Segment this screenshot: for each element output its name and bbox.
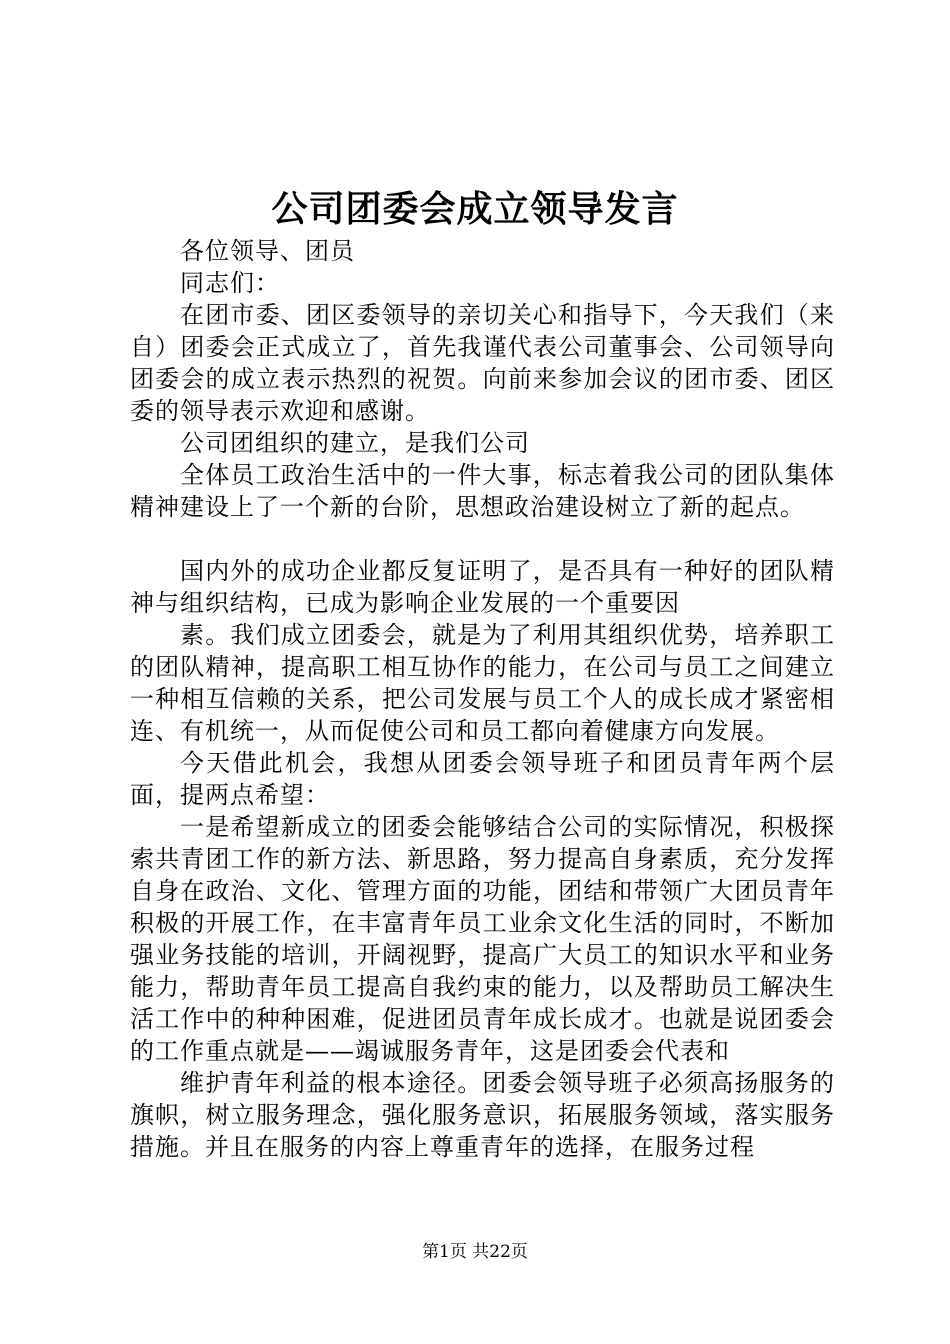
paragraph: 国内外的成功企业都反复证明了，是否具有一种好的团队精神与组织结构，已成为影响企业发展的一个重要因	[130, 557, 835, 617]
paragraph: 在团市委、团区委领导的亲切关心和指导下，今天我们（来自）团委会正式成立了，首先我谨代表公司董事会、公司领导向团委会的成立表示热烈的祝贺。向前来参加会议的团市委、团区委的领导表示欢迎和感谢。	[130, 301, 835, 425]
paragraph: 全体员工政治生活中的一件大事，标志着我公司的团队集体精神建设上了一个新的台阶，思想政治建设树立了新的起点。	[130, 461, 835, 521]
paragraph: 一是希望新成立的团委会能够结合公司的实际情况，积极探索共青团工作的新方法、新思路，努力提高自身素质，充分发挥自身在政治、文化、管理方面的功能，团结和带领广大团员青年积极的开展工作，在丰富青年员工业余文化生活的同时，不断加强业务技能的培训，开阔视野，提高广大员工的知识水平和业务能力，帮助青年员工提高自我约束的能力，以及帮助员工解决生活工作中的种种困难，促进团员青年成长成才。也就是说团委会的工作重点就是——竭诚服务青年，这是团委会代表和	[130, 813, 835, 1065]
paragraph: 今天借此机会，我想从团委会领导班子和团员青年两个层面，提两点希望：	[130, 749, 835, 809]
paragraph: 维护青年利益的根本途径。团委会领导班子必须高扬服务的旗帜，树立服务理念，强化服务意识，拓展服务领域，落实服务措施。并且在服务的内容上尊重青年的选择，在服务过程	[130, 1069, 835, 1161]
document-body	[130, 235, 835, 1163]
page-number-footer: 第1页 共22页	[422, 1242, 528, 1262]
paragraph: 素。我们成立团委会，就是为了利用其组织优势，培养职工的团队精神，提高职工相互协作的能力，在公司与员工之间建立一种相互信赖的关系，把公司发展与员工个人的成长成才紧密相连、有机统一，从而促使公司和员工都向着健康方向发展。	[130, 621, 835, 745]
paragraph: 公司团组织的建立，是我们公司	[180, 429, 530, 457]
salutation-line: 各位领导、团员	[180, 237, 355, 265]
salutation-line: 同志们：	[180, 269, 280, 297]
document-title: 公司团委会成立领导发言	[271, 188, 679, 230]
